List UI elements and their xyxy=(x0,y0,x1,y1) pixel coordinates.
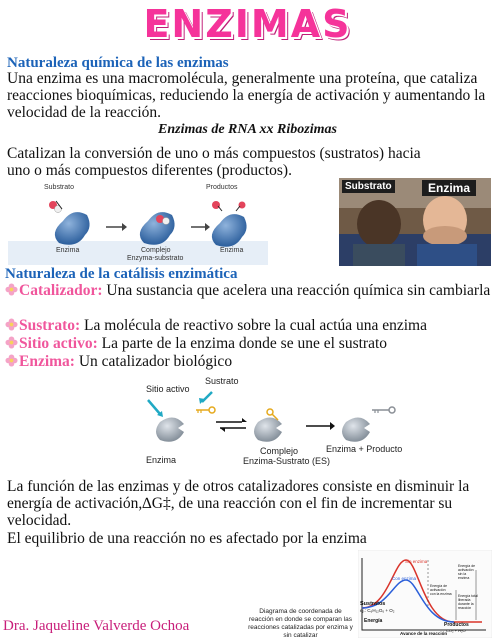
author-name: Dra. Jaqueline Valverde Ochoa xyxy=(3,618,190,634)
label-ea-no-enzyme: Energía de activación sin la enzima xyxy=(458,564,476,580)
text-enzyme: Un catalizador biológico xyxy=(74,353,233,370)
fig1-substrate-label: Substrato xyxy=(44,184,74,191)
label-no-enzyme: Sin enzima xyxy=(405,559,428,564)
label-with-enzyme: Con enzima xyxy=(392,576,417,581)
fig2-complex-label: Complejo xyxy=(260,446,299,456)
energy-diagram xyxy=(358,550,492,638)
enzyme-lock-3 xyxy=(342,417,370,441)
fig1-products-label: Productos xyxy=(206,184,238,191)
term-active-site: Sitio activo: xyxy=(19,335,98,352)
enzyme-lock-2 xyxy=(254,417,282,441)
definition-enzyme xyxy=(5,353,491,370)
fig1-enzyme-label2: Enzima xyxy=(220,247,244,254)
ribozyme-subtitle: Enzimas de RNA xx Ribozimas xyxy=(158,122,337,137)
substrate-key xyxy=(209,407,215,413)
definition-active-site xyxy=(5,335,491,352)
conversion-paragraph: Catalizan la conversión de uno o más compuestos (sustratos) hacia uno o más compuestos diferentes (productos). xyxy=(7,145,421,179)
enzyme-lock-1 xyxy=(156,417,184,441)
section-heading-chemical-nature: Naturaleza química de las enzimas xyxy=(7,55,229,71)
label-substrates: Sustratos xyxy=(360,601,386,607)
chart-x-axis-label: Avance de la reacción xyxy=(400,631,448,636)
flower-icon xyxy=(5,318,18,331)
fig2-substrate-label: Sustrato xyxy=(205,376,239,386)
activation-energy-paragraph: La función de las enzimas y de otros catalizadores consiste en disminuir la energía de activación,∆G‡, de una reacción con el fin de incrementar su velocidad. xyxy=(7,478,470,529)
equilibrium-sentence: El equilibrio de una reacción no es afectado por la enzima xyxy=(7,530,367,547)
enzyme-substrate-photo xyxy=(339,178,491,266)
fig2-active-site-label: Sitio activo xyxy=(146,384,190,394)
label-ea-enzyme: Energía de activación con la enzima xyxy=(430,584,452,596)
photo-substrate-tag: Substrato xyxy=(342,180,395,193)
energy-diagram-caption: Diagrama de coordenada de reacción en donde se comparan las reacciones catalizadas por enzima y sin catalizar xyxy=(248,608,353,639)
text-substrate: La molécula de reactivo sobre la cual actúa una enzima xyxy=(80,317,427,334)
flower-icon xyxy=(5,336,18,349)
label-products-formula: CO₂ + H₂O xyxy=(446,628,466,633)
flower-icon xyxy=(5,354,18,367)
definition-substrate xyxy=(5,317,491,334)
term-substrate: Sustrato: xyxy=(19,317,81,334)
enzyme-shape-1 xyxy=(55,212,90,245)
fig2-complex-label2: Enzima-Sustrato (ES) xyxy=(243,456,331,466)
term-catalyst: Catalizador: xyxy=(19,282,103,299)
label-products: Productos xyxy=(444,622,469,628)
product-key xyxy=(389,407,395,413)
flower-icon xyxy=(5,283,18,296)
fig2-result-label: Enzima + Producto xyxy=(326,444,403,454)
section-heading-catalysis: Naturaleza de la catálisis enzimática xyxy=(5,266,238,282)
text-catalyst: Una sustancia que acelera una reacción química sin cambiarla xyxy=(102,282,491,299)
fig2-enzyme-label: Enzima xyxy=(146,455,177,465)
fig1-complex-label: Complejo xyxy=(141,247,171,254)
page-title: ENZIMAS xyxy=(143,2,352,46)
definition-catalyst xyxy=(5,282,491,299)
intro-paragraph: Una enzima es una macromolécula, generalmente una proteína, que cataliza reacciones bioquímicas, reduciendo la energía de activación y aumentando la velocidad de la reacción. xyxy=(7,70,486,121)
label-total-energy: Energía total liberada durante la reacción xyxy=(458,594,478,610)
fig1-complex-label2: Enzyma-substrato xyxy=(127,255,184,262)
label-substrates-formula: ej.: C₆H₁₂O₆ + O₂ xyxy=(360,608,395,613)
chart-y-axis-label: Energía xyxy=(364,618,383,624)
photo-enzyme-tag: Enzima xyxy=(422,180,476,196)
fig1-enzyme-label: Enzima xyxy=(56,247,80,254)
text-active-site: La parte de la enzima donde se une el sustrato xyxy=(97,335,387,352)
term-enzyme: Enzima: xyxy=(19,353,75,370)
